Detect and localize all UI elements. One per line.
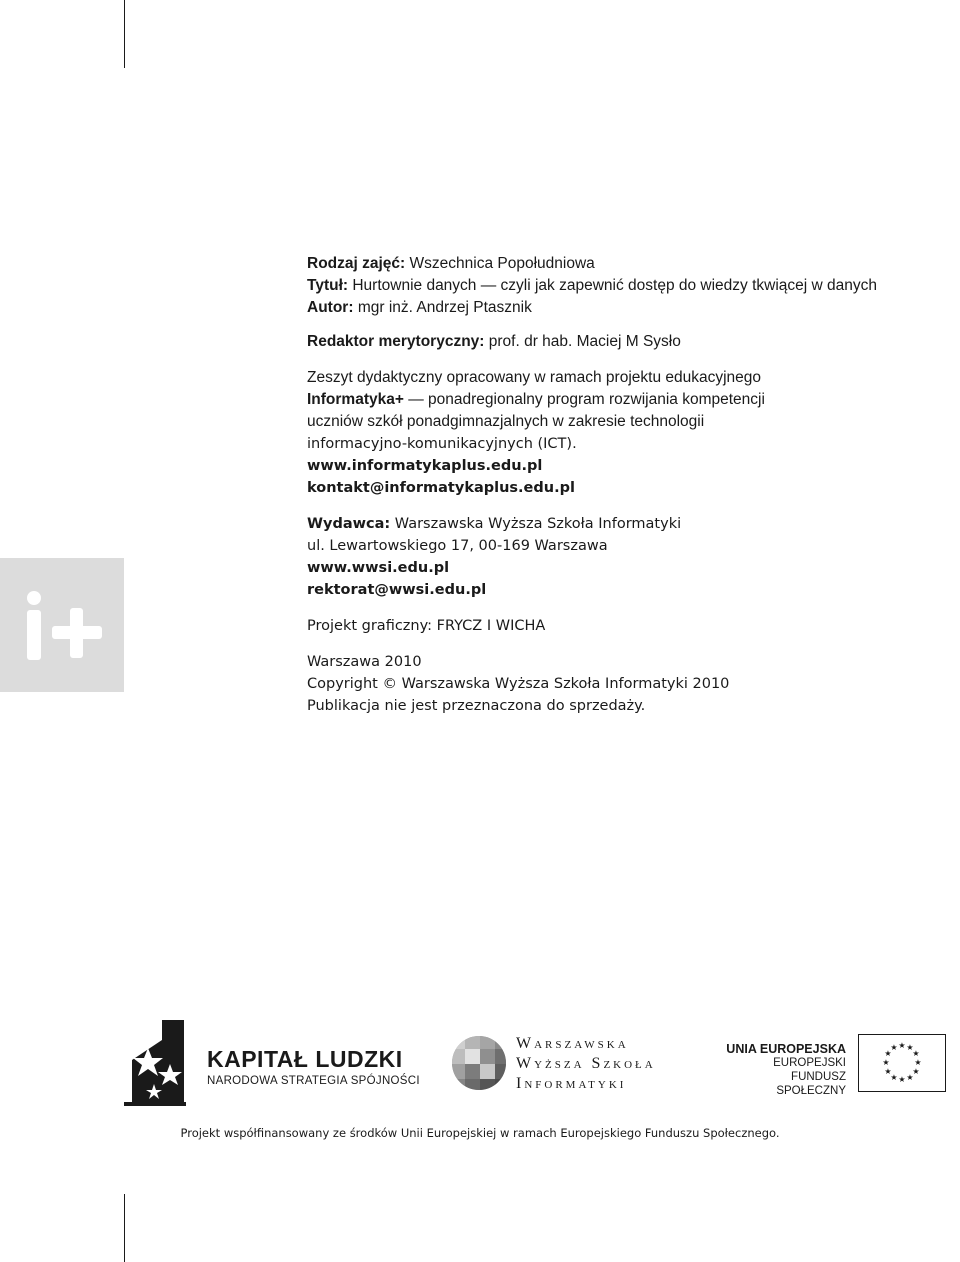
publisher-line: Wydawca: Warszawska Wyższa Szkoła Informatyki [307, 516, 682, 532]
publisher-website-link[interactable]: www.wwsi.edu.pl [307, 560, 450, 576]
title-line: Tytuł: Hurtownie danych — czyli jak zapewnić dostęp do wiedzy tkwiącej w danych [307, 277, 878, 294]
kapital-ludzki-logo: KAPITAŁ LUDZKI NARODOWA STRATEGIA SPÓJNOŚCI [207, 1046, 420, 1087]
svg-text:★: ★ [912, 1067, 920, 1076]
kapital-ludzki-emblem-icon [124, 1018, 186, 1108]
project-website-link[interactable]: www.informatykaplus.edu.pl [307, 458, 543, 474]
wwsi-logo: Warszawska Wyższa Szkoła Informatyki [516, 1035, 656, 1092]
svg-text:★: ★ [890, 1073, 898, 1082]
project-line-1: Zeszyt dydaktyczny opracowany w ramach projektu edukacyjnego [307, 369, 762, 386]
svg-text:★: ★ [884, 1067, 892, 1076]
sponsor-logos [124, 1018, 946, 1108]
crop-mark-top [124, 0, 125, 68]
crop-mark-bottom [124, 1194, 125, 1262]
svg-text:★: ★ [914, 1058, 922, 1067]
publisher-email-link[interactable]: rektorat@wwsi.edu.pl [307, 582, 487, 598]
cofinancing-note: Projekt współfinansowany ze środków Unii Europejskiej w ramach Europejskiego Funduszu Społecznego. [180, 1126, 780, 1140]
svg-text:★: ★ [906, 1073, 914, 1082]
svg-text:★: ★ [898, 1075, 906, 1084]
editor-line: Redaktor merytoryczny: prof. dr hab. Maciej M Sysło [307, 333, 681, 350]
project-line-2: Informatyka+ — ponadregionalny program rozwijania kompetencji [307, 391, 765, 408]
svg-text:★: ★ [890, 1043, 898, 1052]
i-plus-mark-icon [22, 588, 106, 664]
copyright-line: Copyright © Warszawska Wyższa Szkoła Informatyki 2010 [307, 676, 730, 692]
publisher-address: ul. Lewartowskiego 17, 00-169 Warszawa [307, 538, 608, 554]
author-line: Autor: mgr inż. Andrzej Ptasznik [307, 299, 532, 316]
wwsi-sphere-icon [450, 1034, 508, 1092]
not-for-sale-line: Publikacja nie jest przeznaczona do sprzedaży. [307, 698, 646, 714]
svg-text:★: ★ [906, 1043, 914, 1052]
side-logo-block [0, 558, 124, 692]
project-line-4: informacyjno-komunikacyjnych (ICT). [307, 436, 577, 452]
svg-text:★: ★ [882, 1058, 890, 1067]
place-year-line: Warszawa 2010 [307, 654, 422, 670]
svg-text:★: ★ [884, 1049, 892, 1058]
project-email-link[interactable]: kontakt@informatykaplus.edu.pl [307, 480, 575, 496]
eu-logo-text: UNIA EUROPEJSKA EUROPEJSKI FUNDUSZ SPOŁECZNY [726, 1042, 846, 1097]
lesson-type-line: Rodzaj zajęć: Wszechnica Popołudniowa [307, 255, 595, 272]
eu-flag-icon [858, 1034, 946, 1092]
svg-text:★: ★ [912, 1049, 920, 1058]
graphic-design-line: Projekt graficzny: FRYCZ I WICHA [307, 618, 546, 634]
svg-text:★: ★ [898, 1041, 906, 1050]
colophon-text [307, 253, 927, 717]
project-line-3: uczniów szkół ponadgimnazjalnych w zakresie technologii [307, 413, 705, 430]
project-brand: Informatyka+ [307, 391, 404, 408]
